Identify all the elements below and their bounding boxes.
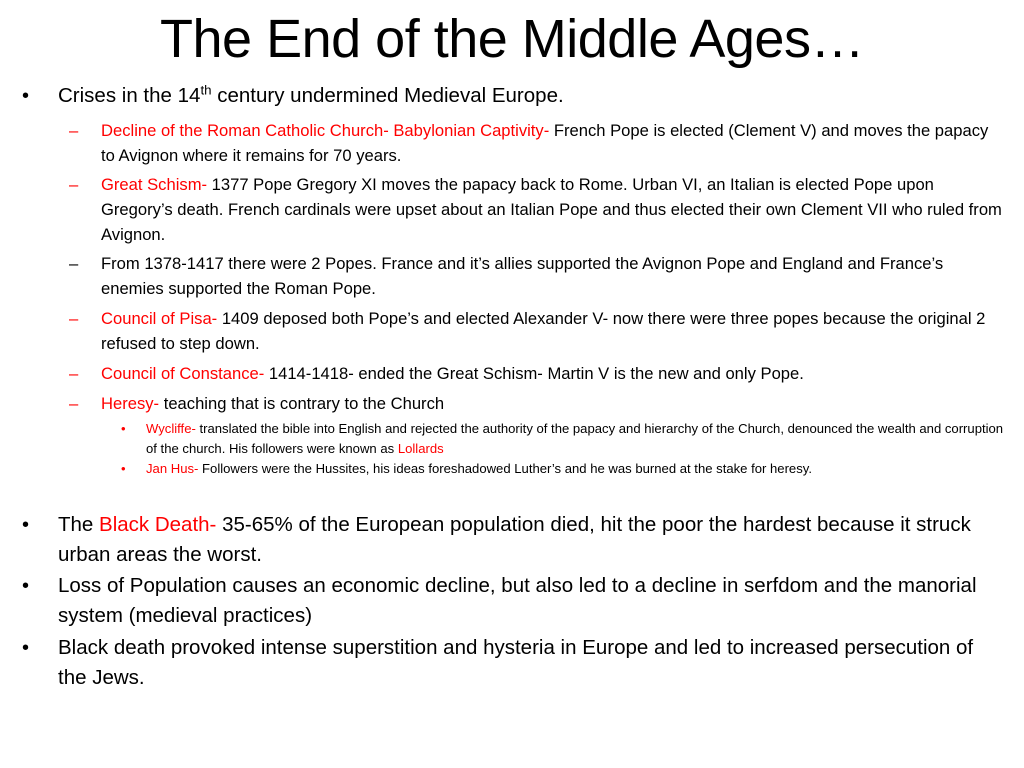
dash-icon: – <box>69 121 79 140</box>
bullet-dot-icon: • <box>22 514 30 536</box>
sub-item-text: 1414-1418- ended the Great Schism- Martin V is the new and only Pope. <box>264 364 804 383</box>
bullet-dot-icon: • <box>22 85 30 107</box>
bullet-superstition <box>22 633 998 693</box>
sub-item-text: From 1378-1417 there were 2 Popes. France and it’s allies supported the Avignon Pope and England and France’s enemies supported the Roman Pope. <box>101 254 944 298</box>
sub-item-heresy <box>69 391 1006 416</box>
sub-item-heading: Council of Pisa- <box>101 309 218 328</box>
sub-item-text: 1409 deposed both Pope’s and elected Alexander V- now there were three popes because the original 2 refused to step down. <box>101 309 986 353</box>
slide-title: The End of the Middle Ages… <box>160 9 864 69</box>
bullet-dot-icon: • <box>121 421 126 436</box>
sub-item-babylonian-captivity <box>69 118 1006 168</box>
bullet-dot-icon: • <box>121 461 126 476</box>
bullet-dot-icon: • <box>22 637 30 659</box>
sub-item-text: teaching that is contrary to the Church <box>159 394 445 413</box>
sub-item-council-of-constance <box>69 361 1006 386</box>
sub-sub-text: translated the bible into English and rejected the authority of the papacy and hierarchy of the Church, denounced the wealth and corruption of the church. His followers were known as <box>146 421 1004 456</box>
sub-sub-term: Lollards <box>397 440 444 456</box>
dash-icon: – <box>69 254 79 273</box>
sub-item-heading: Decline of the Roman Catholic Church- Babylonian Captivity- <box>101 121 550 140</box>
crises-lead-text-end: century undermined Medieval Europe. <box>211 84 564 107</box>
sub-sub-heading: Jan Hus- <box>146 461 199 476</box>
bullet-black-death <box>22 510 998 570</box>
sub-item-council-of-pisa <box>69 306 1006 356</box>
bullet-text: 35-65% of the European population died, hit the poor the hardest because it struck urban areas the worst. <box>58 513 971 566</box>
sub-item-two-popes <box>69 251 1006 301</box>
sub-item-heading: Council of Constance- <box>101 364 265 383</box>
bullet-heading: Black Death- <box>99 513 217 536</box>
bullet-dot-icon: • <box>22 575 30 597</box>
bullet-text-start: The <box>58 513 100 536</box>
heresy-sub-jan-hus <box>121 459 1006 479</box>
bullet-text: Loss of Population causes an economic decline, but also led to a decline in serfdom and the manorial system (medieval practices) <box>58 574 977 627</box>
bullet-loss-of-population <box>22 571 998 631</box>
dash-icon: – <box>69 394 79 413</box>
dash-icon: – <box>69 175 79 194</box>
dash-icon: – <box>69 364 79 383</box>
crises-lead-text: Crises in the 14 <box>58 84 201 107</box>
dash-icon: – <box>69 309 79 328</box>
sub-sub-heading: Wycliffe- <box>146 421 196 436</box>
crises-lead-sup: th <box>200 82 212 98</box>
sub-item-text: French Pope is elected (Clement V) and moves the papacy to Avignon where it remains for 70 years. <box>101 121 989 165</box>
bullet-text: Black death provoked intense superstition and hysteria in Europe and led to increased persecution of the Jews. <box>58 636 974 689</box>
bullet-crises <box>22 81 998 111</box>
heresy-sub-wycliffe <box>121 419 1006 458</box>
sub-item-heading: Heresy- <box>101 394 160 413</box>
sub-sub-text: Followers were the Hussites, his ideas foreshadowed Luther’s and he was burned at the stake for heresy. <box>198 461 812 476</box>
sub-item-great-schism <box>69 172 1006 247</box>
sub-item-text: 1377 Pope Gregory XI moves the papacy back to Rome. Urban VI, an Italian is elected Pope upon Gregory’s death. French cardinals were upset about an Italian Pope and thus elected their own Clement VII who ruled from Avignon. <box>101 175 1002 244</box>
sub-item-heading: Great Schism- <box>101 175 208 194</box>
